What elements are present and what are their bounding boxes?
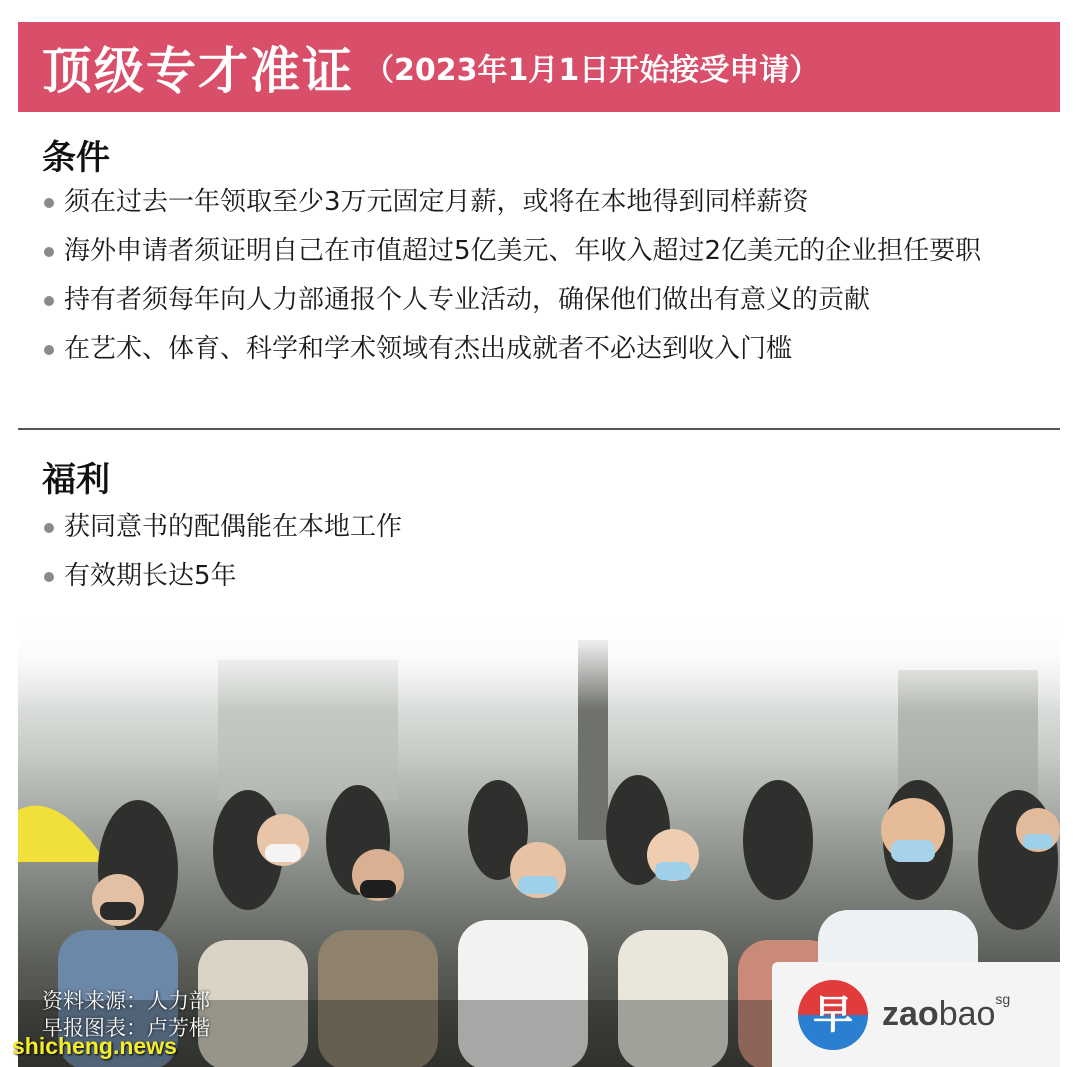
- list-item-text: 须在过去一年领取至少3万元固定月薪，或将在本地得到同样薪资: [64, 187, 809, 217]
- list-item: [42, 185, 1032, 219]
- logo-text-light: bao: [938, 995, 996, 1033]
- zaobao-logo: [772, 962, 1060, 1067]
- source-text: 资料来源：人力部: [42, 989, 210, 1013]
- list-item: [42, 332, 1032, 366]
- conditions-list: [42, 185, 1032, 381]
- list-item: [42, 283, 1032, 317]
- page-title: 顶级专才准证: [42, 42, 354, 100]
- list-item-text: 有效期长达5年: [64, 561, 237, 591]
- bullet-icon: [44, 572, 54, 582]
- bullet-icon: [44, 247, 54, 257]
- conditions-heading: 条件: [42, 138, 110, 178]
- logo-superscript: sg: [995, 991, 1011, 1007]
- list-item: [42, 510, 1032, 544]
- logo-glyph: 早: [813, 992, 853, 1038]
- bullet-icon: [44, 523, 54, 533]
- logo-wordmark: [882, 991, 1011, 1034]
- header-banner: [18, 22, 1060, 112]
- bullet-icon: [44, 198, 54, 208]
- watermark: shicheng.news: [12, 1033, 177, 1059]
- logo-text-bold: zao: [882, 995, 939, 1033]
- list-item-text: 获同意书的配偶能在本地工作: [64, 512, 403, 542]
- zaobao-logo-icon: [798, 980, 868, 1050]
- benefits-heading: 福利: [42, 460, 110, 500]
- list-item: [42, 559, 1032, 593]
- bullet-icon: [44, 296, 54, 306]
- page-subtitle: （2023年1月1日开始接受申请）: [364, 53, 820, 88]
- photo-fade: [18, 600, 1060, 710]
- list-item: [42, 234, 1032, 268]
- bullet-icon: [44, 345, 54, 355]
- list-item-text: 在艺术、体育、科学和学术领域有杰出成就者不必达到收入门槛: [64, 334, 793, 364]
- list-item-text: 海外申请者须证明自己在市值超过5亿美元、年收入超过2亿美元的企业担任要职: [64, 236, 982, 266]
- section-divider: [18, 428, 1060, 430]
- list-item-text: 持有者须每年向人力部通报个人专业活动，确保他们做出有意义的贡献: [64, 285, 871, 315]
- chart-credit-text: 早报图表：卢芳楷: [42, 1016, 210, 1040]
